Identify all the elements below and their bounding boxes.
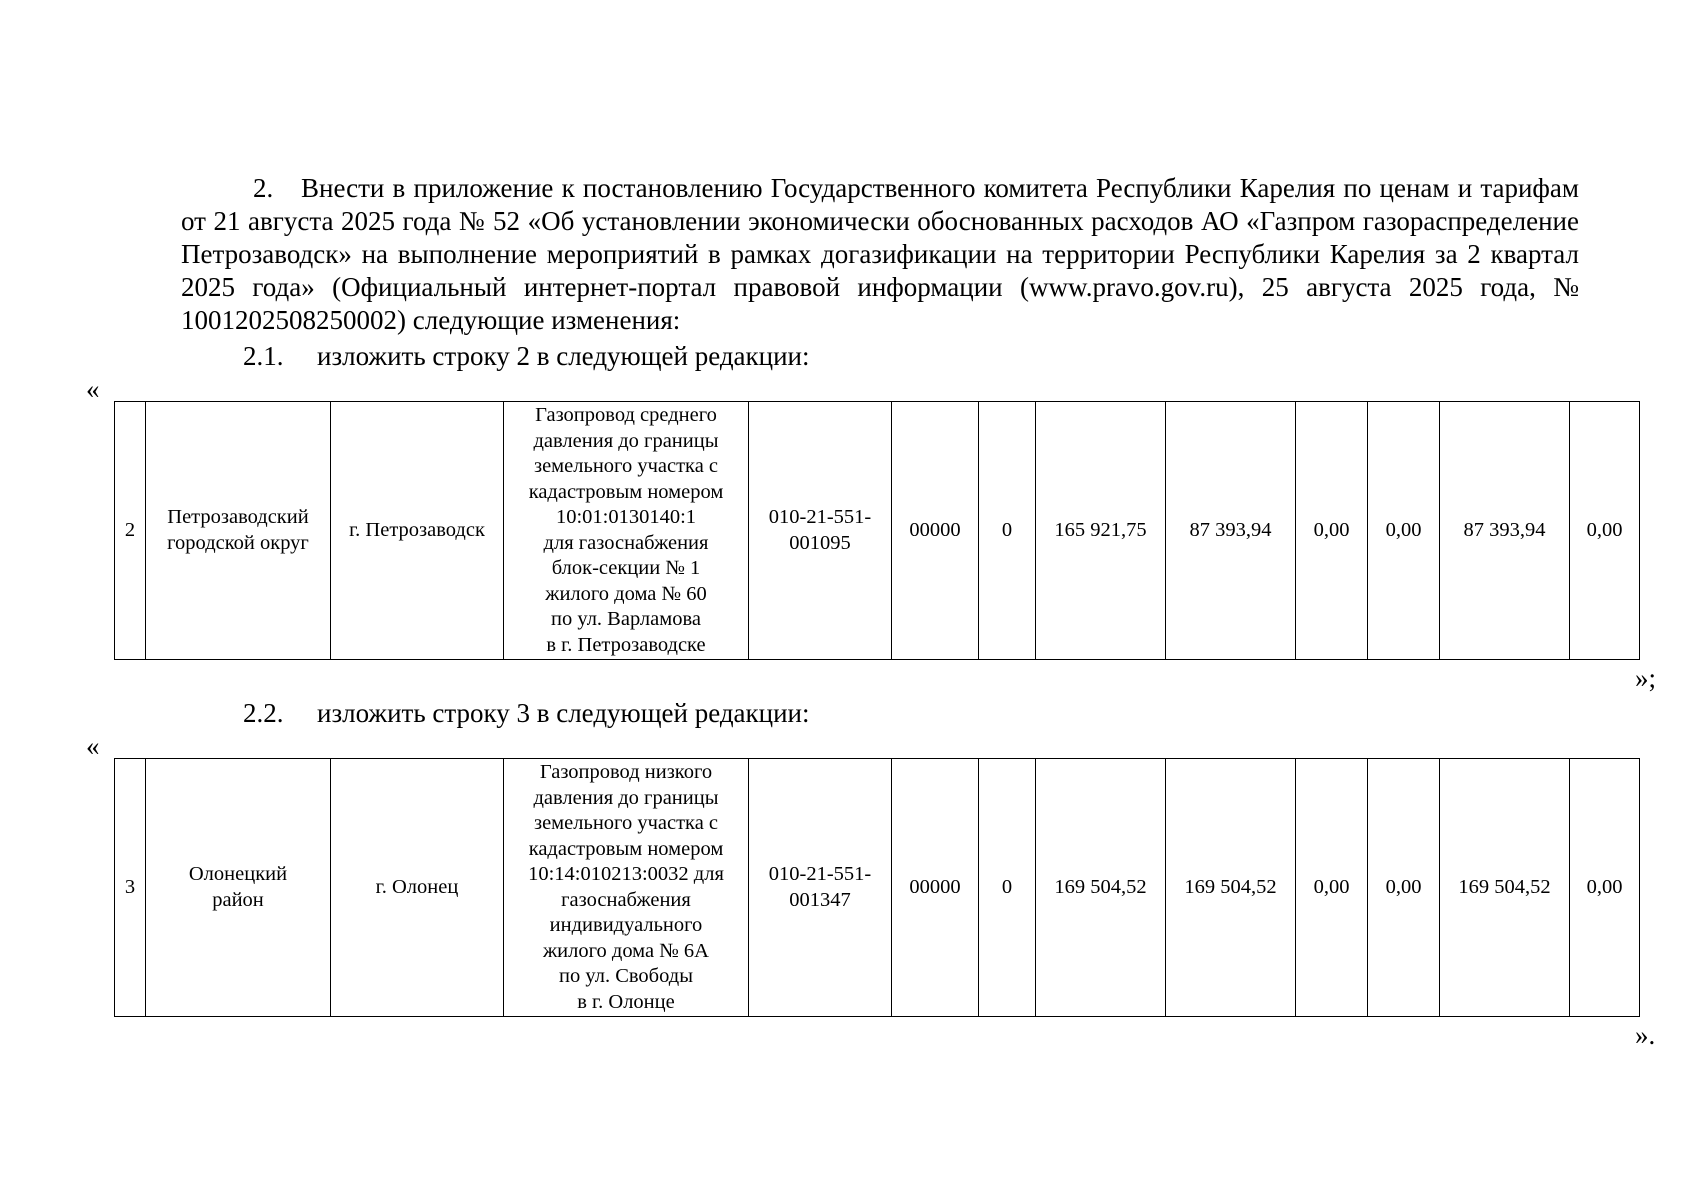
description-line: по ул. Свободы xyxy=(559,965,693,987)
col8-cell: 169 504,52 xyxy=(1036,759,1166,1017)
description-line: в г. Олонце xyxy=(577,990,675,1013)
description-line: газоснабжения xyxy=(561,888,691,911)
col11-cell: 0,00 xyxy=(1368,759,1440,1017)
col13-cell: 0,00 xyxy=(1570,402,1640,660)
col8-cell: 165 921,75 xyxy=(1036,402,1166,660)
item-2-2-text: изложить строку 3 в следующей редакции: xyxy=(317,698,810,728)
district-line: Петрозаводский xyxy=(167,506,309,528)
description-line: индивидуального xyxy=(549,914,703,936)
district-cell xyxy=(146,759,331,1017)
item-2-2 xyxy=(243,697,810,730)
description-line: земельного участка с xyxy=(533,812,719,834)
description-line: земельного участка с xyxy=(533,455,719,477)
col12-cell: 169 504,52 xyxy=(1440,759,1570,1017)
description-line: в г. Петрозаводске xyxy=(546,633,706,656)
row-number: 2 xyxy=(115,402,146,660)
paragraph-2 xyxy=(181,172,1579,337)
paragraph-2-number: 2. xyxy=(253,173,274,203)
description-line: давления до границы xyxy=(533,786,719,809)
description-cell xyxy=(504,402,749,660)
close-quote-1: »; xyxy=(1635,663,1657,693)
col13-cell: 0,00 xyxy=(1570,759,1640,1017)
district-line: Олонецкий xyxy=(188,863,288,885)
col9-cell: 87 393,94 xyxy=(1166,402,1296,660)
description-line: давления до границы xyxy=(533,429,719,452)
description-line: Газопровод низкого xyxy=(539,761,713,783)
item-2-1-text: изложить строку 2 в следующей редакции: xyxy=(317,341,810,371)
code-line: 010-21-551- xyxy=(768,863,872,885)
item-2-1 xyxy=(243,340,810,373)
description-line: 10:14:010213:0032 для xyxy=(528,863,724,885)
col6-cell: 00000 xyxy=(892,759,979,1017)
code-line: 001095 xyxy=(789,531,851,554)
description-line: Газопровод среднего xyxy=(535,404,717,426)
description-line: кадастровым номером xyxy=(528,837,724,860)
district-cell xyxy=(146,402,331,660)
open-quote-1: « xyxy=(86,374,100,404)
col9-cell: 169 504,52 xyxy=(1166,759,1296,1017)
description-line: жилого дома № 60 xyxy=(545,582,707,605)
district-line: городской округ xyxy=(167,531,309,554)
description-line: кадастровым номером xyxy=(528,480,724,503)
district-line: район xyxy=(212,888,264,911)
col10-cell: 0,00 xyxy=(1296,759,1368,1017)
open-quote-2: « xyxy=(86,731,100,761)
description-line: жилого дома № 6А xyxy=(543,939,709,962)
table-row-2 xyxy=(114,401,1640,660)
code-line: 001347 xyxy=(789,888,851,911)
close-quote-2: ». xyxy=(1635,1020,1656,1050)
col7-cell: 0 xyxy=(979,759,1036,1017)
description-line: по ул. Варламова xyxy=(551,608,701,630)
col7-cell: 0 xyxy=(979,402,1036,660)
col12-cell: 87 393,94 xyxy=(1440,402,1570,660)
description-cell xyxy=(504,759,749,1017)
paragraph-2-text: Внести в приложение к постановлению Государственного комитета Республики Карелия по ценам и тарифам от 21 августа 2025 года № 52 «Об установлении экономически обоснованных расходов АО «Газпром газораспределение Петрозаводск» на выполнение мероприятий в рамках догазификации на территории Республики Карелия за 2 квартал 2025 года» (Официальный интернет-портал правовой информации (www.pravo.gov.ru), 25 августа 2025 года, № 1001202508250002) следующие изменения: xyxy=(181,173,1579,335)
locality-cell: г. Петрозаводск xyxy=(331,402,504,660)
item-2-2-number: 2.2. xyxy=(243,698,284,728)
code-line: 010-21-551- xyxy=(768,506,872,528)
description-line: 10:01:0130140:1 xyxy=(555,506,697,528)
description-line: для газоснабжения xyxy=(543,531,709,554)
code-cell xyxy=(749,402,892,660)
col11-cell: 0,00 xyxy=(1368,402,1440,660)
row-number: 3 xyxy=(115,759,146,1017)
locality-cell: г. Олонец xyxy=(331,759,504,1017)
item-2-1-number: 2.1. xyxy=(243,341,284,371)
code-cell xyxy=(749,759,892,1017)
table-row-3 xyxy=(114,758,1640,1017)
col6-cell: 00000 xyxy=(892,402,979,660)
col10-cell: 0,00 xyxy=(1296,402,1368,660)
description-line: блок-секции № 1 xyxy=(551,557,701,579)
